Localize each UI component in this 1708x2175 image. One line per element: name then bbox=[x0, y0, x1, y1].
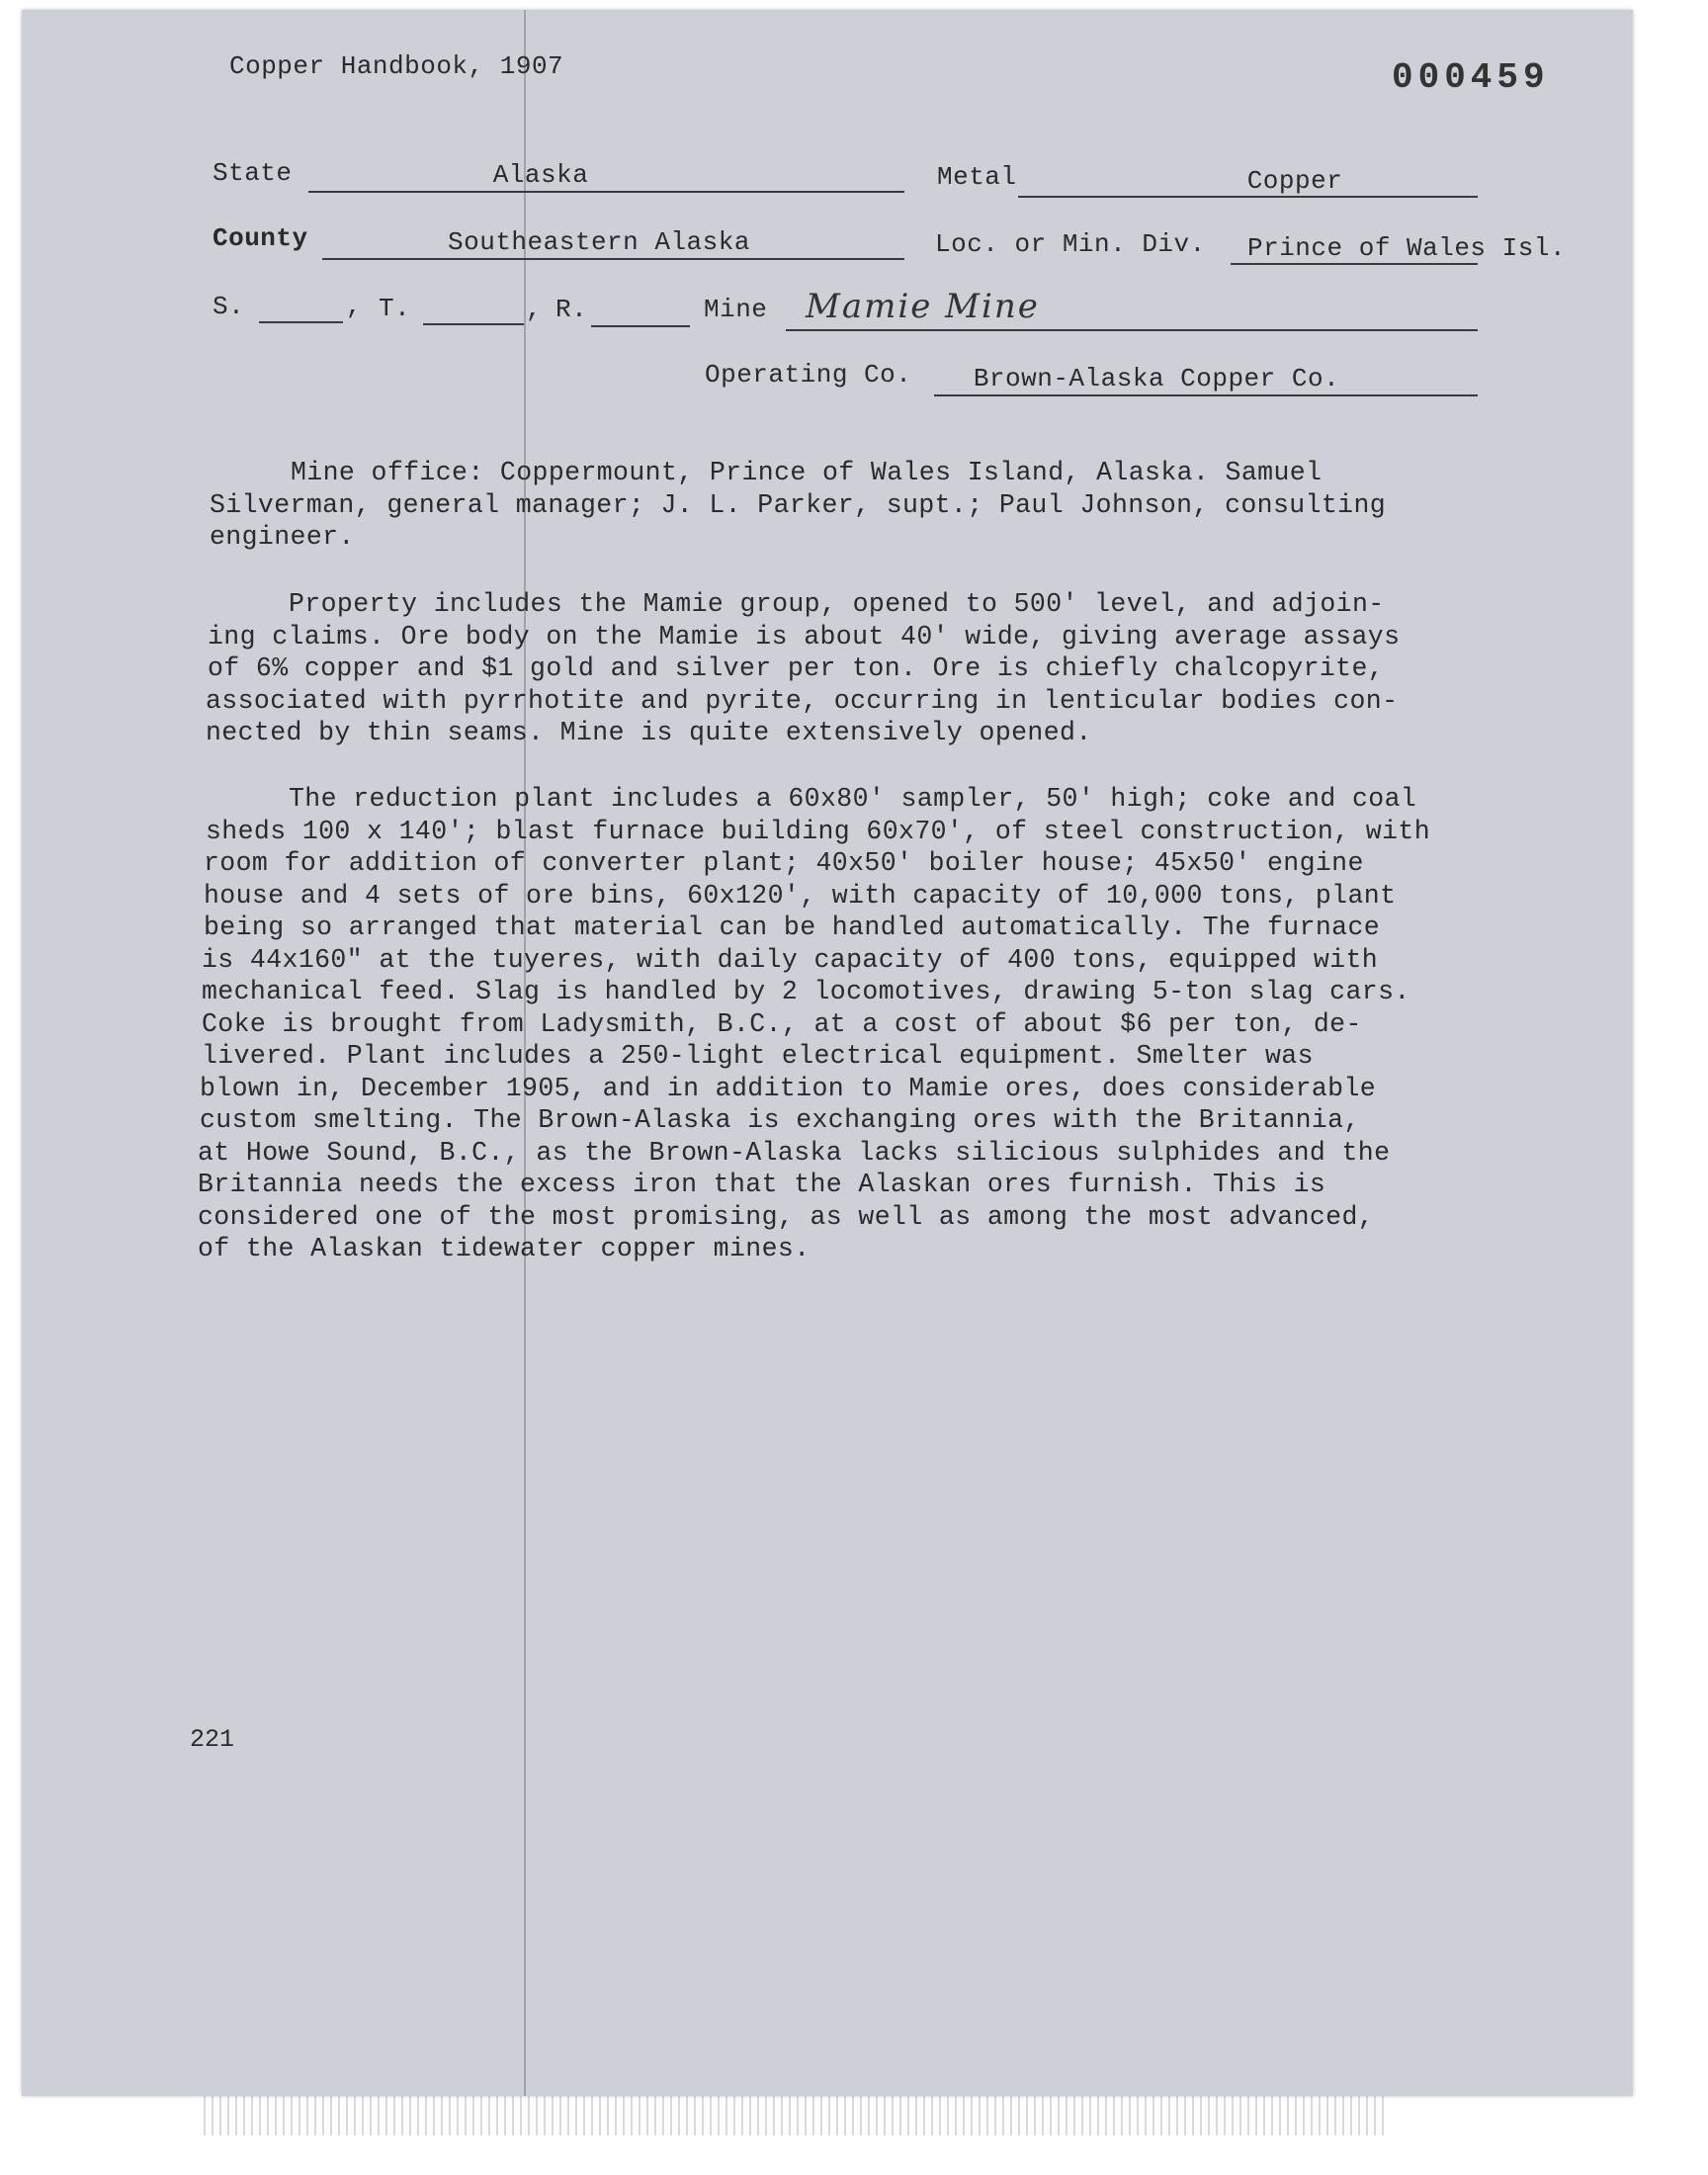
operating-label: Operating Co. bbox=[705, 360, 912, 390]
text-line: The reduction plant includes a 60x80' sampler, 50' high; coke and coal bbox=[289, 784, 1417, 814]
township-underline bbox=[423, 323, 524, 325]
text-line: is 44x160" at the tuyeres, with daily capacity of 400 tons, equipped with bbox=[202, 944, 1379, 975]
operating-underline bbox=[934, 394, 1478, 396]
text-line: engineer. bbox=[210, 522, 355, 552]
text-line: Coke is brought from Ladysmith, B.C., at a cost of about $6 per ton, de- bbox=[202, 1008, 1362, 1039]
text-line: of the Alaskan tidewater copper mines. bbox=[198, 1234, 811, 1263]
township-label: T. bbox=[379, 294, 411, 323]
text-line: Mine office: Coppermount, Prince of Wales Island, Alaska. Samuel bbox=[291, 458, 1323, 487]
text-line: of 6% copper and $1 gold and silver per ton. Ore is chiefly chalcopyrite, bbox=[208, 653, 1385, 683]
mine-value-handwritten: Mamie Mine bbox=[806, 287, 1040, 326]
source-title: Copper Handbook, 1907 bbox=[229, 51, 564, 81]
paragraph-reduction-plant bbox=[198, 783, 1473, 1265]
text-line: sheds 100 x 140'; blast furnace building 60x70', of steel construction, with bbox=[206, 816, 1430, 846]
comma-2: , bbox=[526, 295, 543, 324]
text-line: considered one of the most promising, as well as among the most advanced, bbox=[198, 1201, 1375, 1232]
page-number: 221 bbox=[190, 1725, 235, 1754]
section-underline bbox=[259, 321, 343, 323]
metal-label: Metal bbox=[937, 162, 1017, 192]
paragraph-property bbox=[198, 588, 1473, 749]
loc-underline bbox=[1231, 263, 1478, 265]
text-line: Silverman, general manager; J. L. Parker, supt.; Paul Johnson, consulting bbox=[210, 489, 1387, 520]
text-line: room for addition of converter plant; 40x50' boiler house; 45x50' engine bbox=[204, 848, 1364, 878]
metal-underline bbox=[1018, 196, 1478, 198]
county-label: County bbox=[213, 223, 308, 253]
mine-label: Mine bbox=[704, 295, 768, 324]
text-line: livered. Plant includes a 250-light electrical equipment. Smelter was bbox=[202, 1041, 1314, 1071]
county-underline bbox=[322, 258, 904, 260]
range-underline bbox=[591, 325, 690, 327]
text-line: nected by thin seams. Mine is quite extensively opened. bbox=[206, 718, 1092, 747]
text-line: Property includes the Mamie group, opened to 500' level, and adjoin- bbox=[289, 589, 1385, 619]
record-number: 000459 bbox=[1392, 57, 1550, 98]
text-line: Britannia needs the excess iron that the Alaskan ores furnish. This is bbox=[198, 1170, 1326, 1199]
comma-1: , bbox=[346, 292, 363, 321]
text-line: house and 4 sets of ore bins, 60x120', with capacity of 10,000 tons, plant bbox=[204, 880, 1397, 911]
state-underline bbox=[308, 191, 904, 193]
text-line: ing claims. Ore body on the Mamie is about 40' wide, giving average assays bbox=[208, 621, 1401, 652]
loc-label: Loc. or Min. Div. bbox=[935, 229, 1206, 259]
range-label: R. bbox=[555, 295, 588, 324]
operating-value: Brown-Alaska Copper Co. bbox=[973, 364, 1340, 393]
loc-value: Prince of Wales Isl. bbox=[1247, 233, 1567, 263]
text-line: at Howe Sound, B.C., as the Brown-Alaska lacks silicious sulphides and the bbox=[198, 1137, 1391, 1168]
text-line: being so arranged that material can be handled automatically. The furnace bbox=[204, 913, 1381, 942]
text-line: associated with pyrrhotite and pyrite, occurring in lenticular bodies con- bbox=[206, 685, 1399, 716]
county-value: Southeastern Alaska bbox=[448, 227, 750, 257]
state-label: State bbox=[213, 158, 293, 188]
state-value: Alaska bbox=[492, 160, 589, 190]
scan-artifact bbox=[198, 2096, 1384, 2135]
text-line: mechanical feed. Slag is handled by 2 locomotives, drawing 5-ton slag cars. bbox=[202, 977, 1410, 1006]
text-line: blown in, December 1905, and in addition to Mamie ores, does considerable bbox=[200, 1073, 1377, 1103]
metal-value: Copper bbox=[1246, 166, 1343, 196]
text-line: custom smelting. The Brown-Alaska is exchanging ores with the Britannia, bbox=[200, 1105, 1360, 1135]
paragraph-mine-office bbox=[198, 457, 1473, 554]
mine-underline bbox=[786, 329, 1478, 331]
section-label: S. bbox=[213, 292, 245, 321]
